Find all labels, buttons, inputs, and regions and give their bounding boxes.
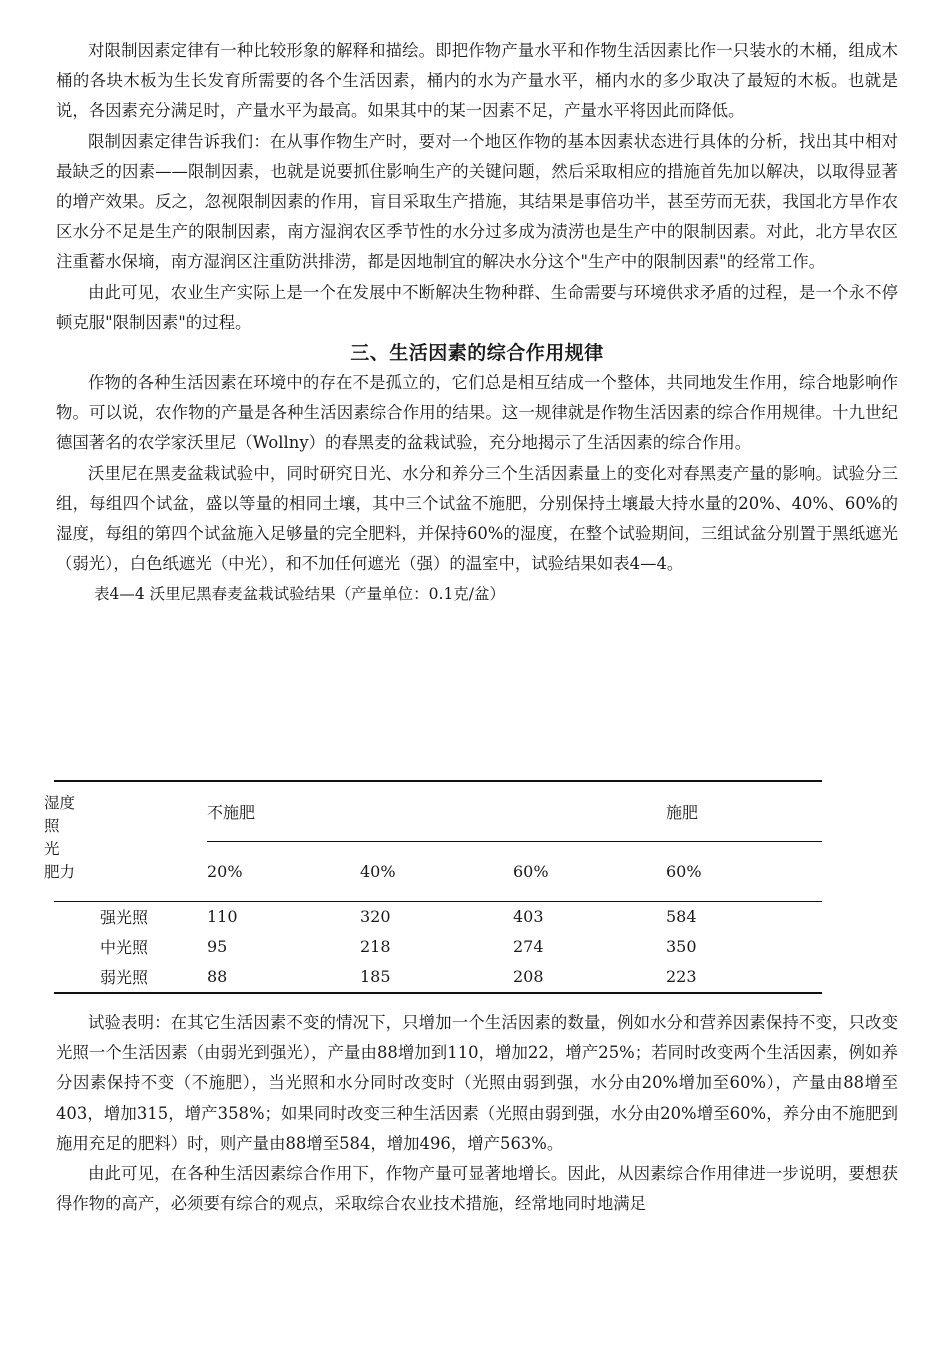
paragraph-limiting-factor-law: 限制因素定律告诉我们：在从事作物生产时，要对一个地区作物的基本因素状态进行具体的分析，找出其中相对最缺乏的因素——限制因素，也就是说要抓住影响生产的关键问题，然后采取相应的措施首先加以解决，以取得显著的增产效果。反之，忽视限制因素的作用，盲目采取生产措施，其结果是事倍功半，甚至劳而无获，我国北方旱作农区水分不足是生产的限制因素，南方湿润农区季节性的水分过多成为渍涝也是生产中的限制因素。对此，北方旱农区注重蓄水保墒，南方湿润区注重防洪排涝，都是因地制宜的解决水分这个"生产中的限制因素"的经常工作。	[56, 131, 898, 272]
document-body	[56, 36, 898, 609]
row-label-strong-light: 强光照	[100, 907, 149, 927]
paragraph-barrel-analogy: 对限制因素定律有一种比较形象的解释和描绘。即把作物产量水平和作物生活因素比作一只装水的木桶，组成木桶的各块木板为生长发育所需要的各个生活因素，桶内的水为产量水平，桶内水的多少取决了最短的木板。也就是说，各因素充分满足时，产量水平为最高。如果其中的某一因素不足，产量水平将因此而降低。	[56, 41, 898, 121]
table-corner-header	[44, 781, 207, 901]
sub-header-60-fertilized: 60%	[666, 861, 702, 881]
sub-header-60: 60%	[513, 861, 549, 881]
table-cell: 584	[666, 906, 697, 926]
row-label-medium-light: 中光照	[100, 937, 149, 957]
table-row	[54, 901, 822, 931]
results-table	[44, 780, 822, 994]
paragraph-wollny-experiment: 沃里尼在黑麦盆栽试验中，同时研究日光、水分和养分三个生活因素量上的变化对春黑麦产量的影响。试验分三组，每组四个试盆，盛以等量的相同土壤，其中三个试盆不施肥，分别保持土壤最大持水量的20%、40%、60%的湿度，每组的第四个试盆施入足够量的完全肥料，并保持60%的湿度，在整个试验期间，三组试盆分别置于黑纸遮光（弱光），白色纸遮光（中光），和不加任何遮光（强）的温室中，试验结果如表4—4。	[56, 463, 898, 574]
row-label-weak-light: 弱光照	[100, 968, 149, 987]
table-cell: 350	[666, 936, 697, 956]
table-cell: 320	[360, 906, 391, 926]
results-table-container	[44, 780, 822, 994]
table-caption: 表4—4 沃里尼黑春麦盆栽试验结果（产量单位：0.1克/盆）	[94, 585, 506, 604]
group-header-no-fertilizer: 不施肥	[207, 802, 256, 822]
section-title: 三、生活因素的综合作用规律	[350, 342, 604, 365]
group-header-fertilizer: 施肥	[666, 802, 699, 822]
table-cell: 223	[666, 967, 697, 986]
table-cell: 110	[207, 906, 238, 926]
table-cell: 274	[513, 936, 544, 956]
document-body-continued	[56, 1008, 898, 1219]
corner-label-guang: 光	[44, 840, 60, 858]
corner-label-humidity: 湿度	[44, 794, 76, 812]
sub-header-40: 40%	[360, 861, 396, 881]
table-row	[54, 961, 822, 993]
table-cell: 185	[360, 967, 391, 986]
paragraph-combined-action: 作物的各种生活因素在环境中的存在不是孤立的，它们总是相互结成一个整体，共同地发生作用，综合地影响作物。可以说，农作物的产量是各种生活因素综合作用的结果。这一规律就是作物生活因素的综合作用规律。十九世纪德国著名的农学家沃里尼（Wollny）的春黑麦的盆栽试验，充分地揭示了生活因素的综合作用。	[56, 373, 898, 453]
sub-header-20: 20%	[207, 861, 243, 881]
table-cell: 218	[360, 936, 391, 956]
paragraph-conclusion: 由此可见，农业生产实际上是一个在发展中不断解决生物种群、生命需要与环境供求矛盾的过程，是一个永不停顿克服"限制因素"的过程。	[56, 282, 898, 332]
corner-label-fertility: 肥力	[44, 863, 76, 881]
table-cell: 403	[513, 906, 544, 926]
corner-label-zhao: 照	[44, 817, 60, 835]
table-cell: 88	[207, 967, 228, 986]
paragraph-final-conclusion: 由此可见，在各种生活因素综合作用下，作物产量可显著地增长。因此，从因素综合作用律进一步说明，要想获得作物的高产，必须要有综合的观点，采取综合农业技术措施，经常地同时地满足	[56, 1164, 898, 1214]
table-cell: 208	[513, 967, 544, 986]
table-cell: 95	[207, 936, 228, 956]
table-row	[54, 931, 822, 961]
paragraph-experiment-results: 试验表明：在其它生活因素不变的情况下，只增加一个生活因素的数量，例如水分和营养因素保持不变，只改变光照一个生活因素（由弱光到强光），产量由88增加到110，增加22，增产25%；若同时改变两个生活因素，例如养分因素保持不变（不施肥），当光照和水分同时改变时（光照由弱到强，水分由20%增加至60%），产量由88增至403，增加315，增产358%；如果同时改变三种生活因素（光照由弱到强，水分由20%增至60%，养分由不施肥到施用充足的肥料）时，则产量由88增至584，增加496，增产563%。	[56, 1013, 898, 1153]
